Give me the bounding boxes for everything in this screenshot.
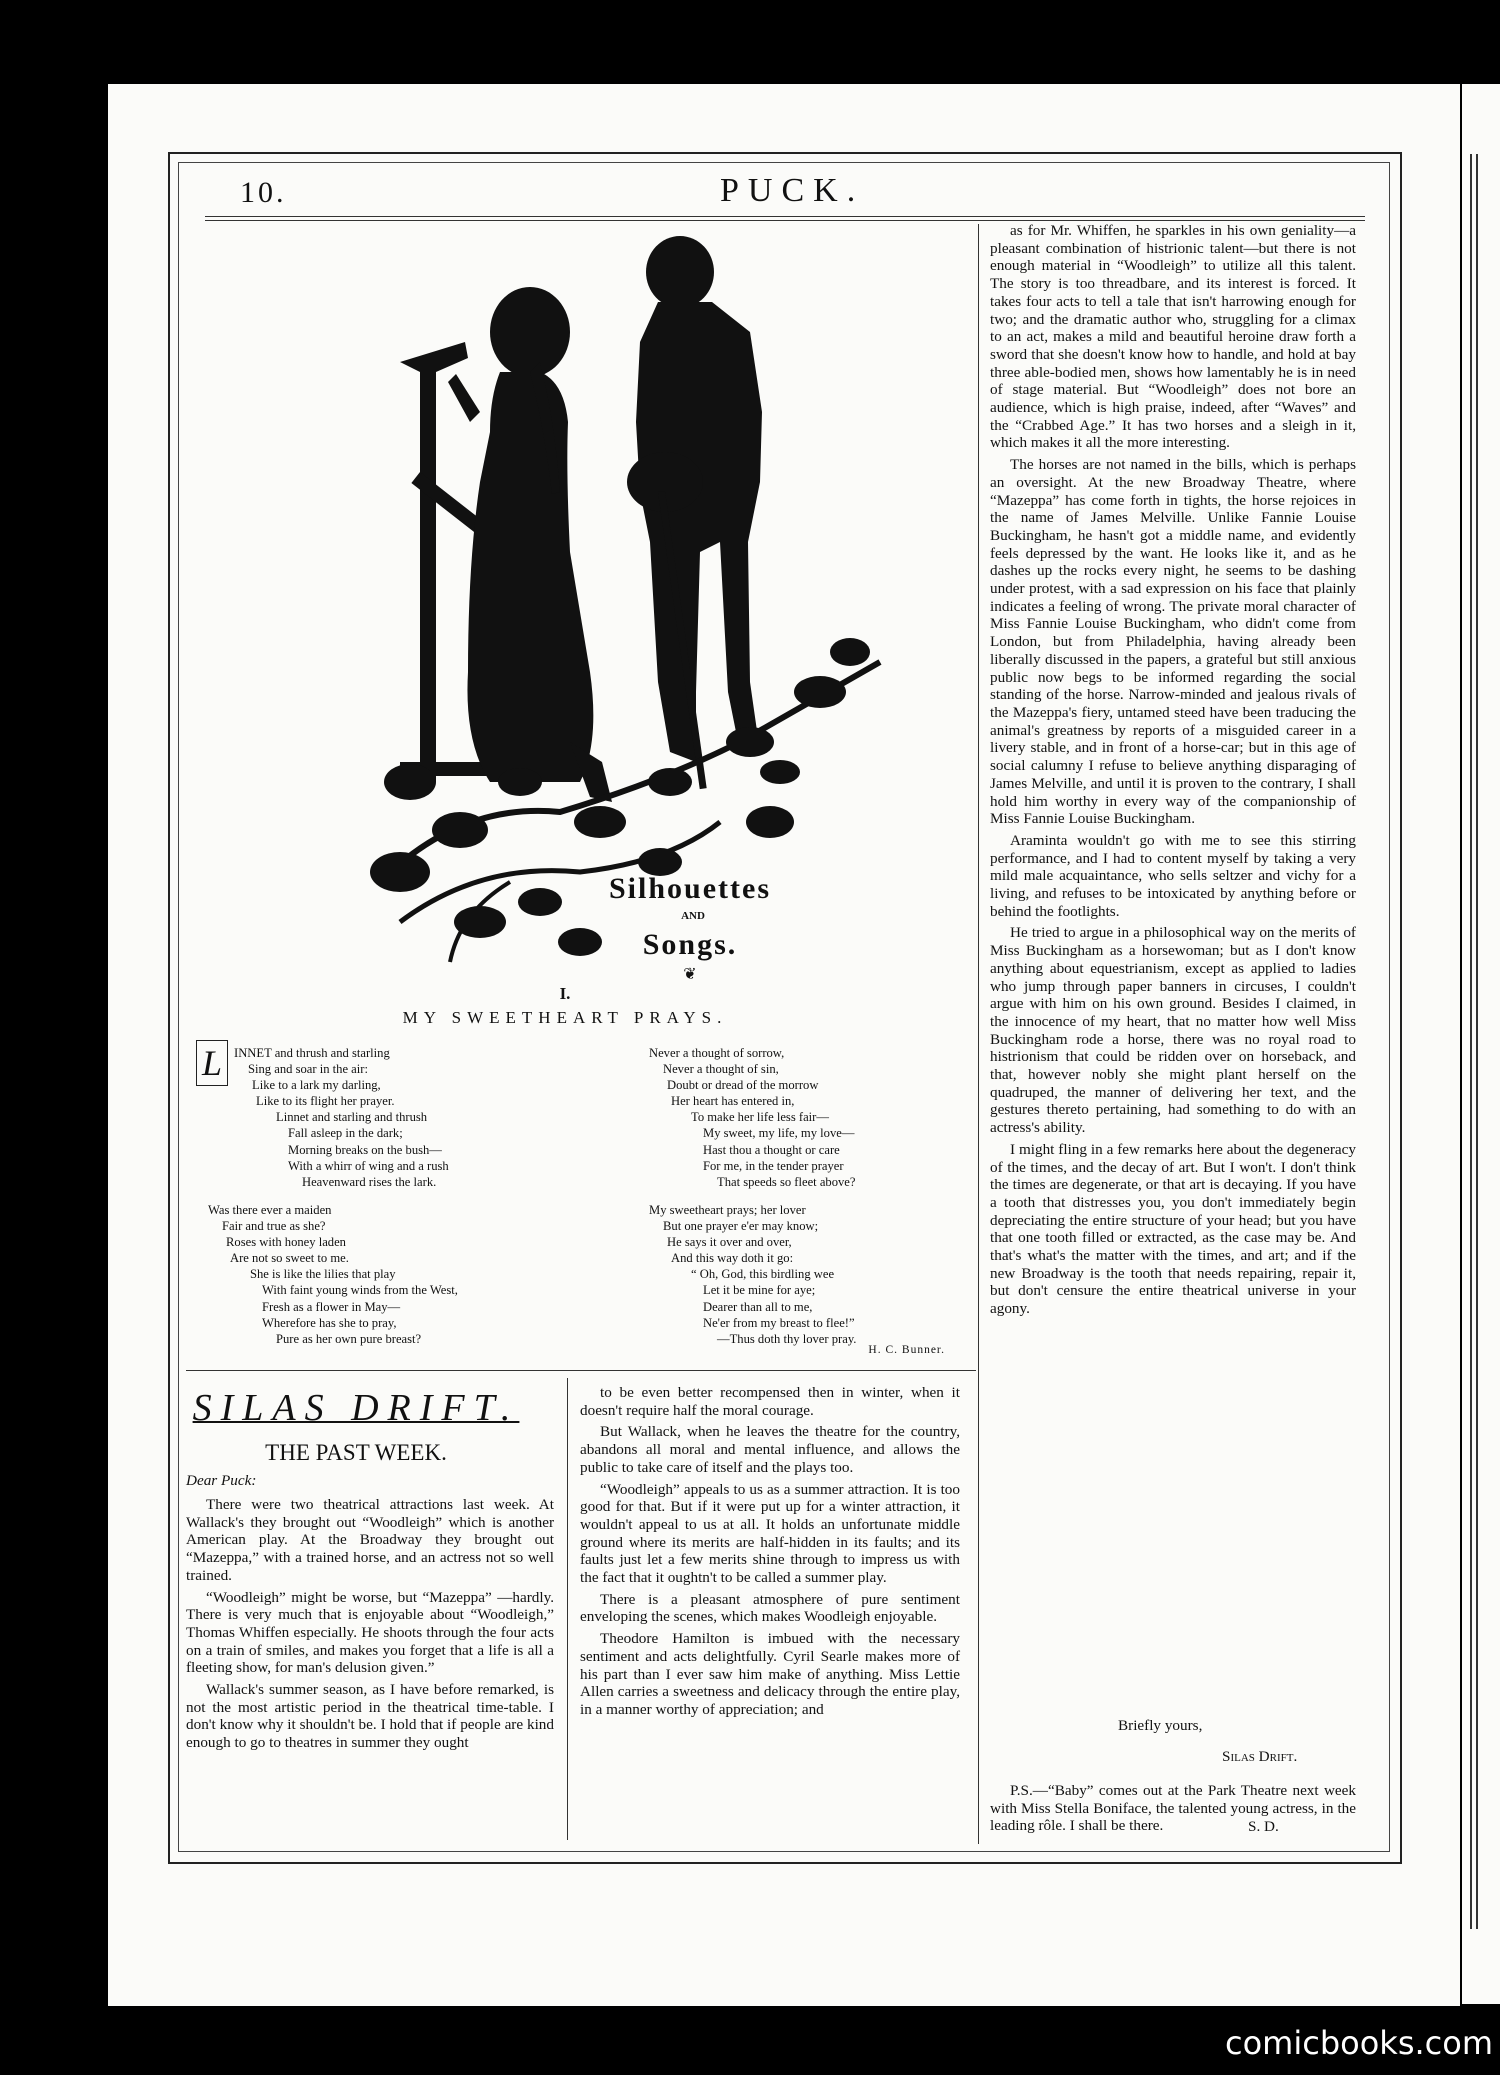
poem-line: But one prayer e'er may know;: [663, 1219, 819, 1234]
article-column-3: [990, 222, 1356, 1322]
poem-line: INNET and thrush and starling: [234, 1046, 390, 1060]
paragraph: Araminta wouldn't go with me to see this stirring performance, and I had to content myself by taking a very mild male acquaintance, who sells seltzer and vichy for a living, and refuses to be intoxicated by anything before or behind the footlights.: [990, 831, 1356, 920]
article-column-2: [580, 1384, 960, 1723]
illustration-title-and: AND: [681, 910, 705, 922]
masthead: PUCK.: [720, 172, 865, 209]
poem-line: Her heart has entered in,: [671, 1094, 795, 1109]
poem-author: H. C. Bunner.: [868, 1344, 945, 1356]
poem-line: And this way doth it go:: [671, 1251, 794, 1266]
poem-line: To make her life less fair—: [691, 1110, 829, 1125]
poem-line: Like to a lark my darling,: [252, 1078, 381, 1093]
paragraph: to be even better recompensed then in winter, when it doesn't require half the moral courage.: [580, 1384, 960, 1419]
poem-line: That speeds so fleet above?: [717, 1174, 856, 1189]
poem-number: I.: [559, 984, 571, 1003]
poem-stanza-4: [649, 1202, 856, 1347]
drop-cap: L: [196, 1040, 228, 1086]
poem-stanza-3: [649, 1045, 855, 1190]
paragraph: Wallack's summer season, as I have before remarked, is not the most artistic period in the theatrical time-table. I don't know why it shouldn't be. I hold that if people are kind enough to go to theatres in summer they ought: [186, 1681, 554, 1752]
poem-line: Fair and true as she?: [222, 1219, 326, 1234]
article-heading: THE PAST WEEK.: [265, 1440, 447, 1465]
poem-line: Never a thought of sin,: [663, 1062, 779, 1077]
adjacent-page-edge: [1462, 84, 1500, 2004]
poem-line: —Thus doth thy lover pray.: [717, 1331, 857, 1346]
poem-line: Are not so sweet to me.: [230, 1251, 349, 1266]
column-title: SILAS DRIFT.: [192, 1387, 520, 1429]
poem-line: My sweet, my life, my love—: [703, 1126, 855, 1141]
column-rule-left: [567, 1378, 568, 1840]
closing: Briefly yours,: [1118, 1717, 1203, 1734]
poem-line: Fresh as a flower in May—: [262, 1299, 401, 1314]
illustration-title: Silhouettes: [608, 872, 771, 905]
article-column-1: [186, 1496, 554, 1756]
poem-line: Morning breaks on the bush—: [288, 1142, 442, 1157]
poem-line: Hast thou a thought or care: [703, 1142, 840, 1157]
signature: Silas Drift.: [1222, 1748, 1298, 1765]
paragraph: I might fling in a few remarks here about the degeneracy of the times, and the decay of art. But I won't. I don't think the times are degenerate, or that art is decaying. If you have a tooth that distresses you, you don't immediately begin depreciating the entire structure of your head; but you have that one tooth filled or extracted, as the case may be. And that's what's the matter with the times, and art; and if the new Broadway is the tooth that needs repairing, repair it, but don't censure the entire theatrical universe in your agony.: [990, 1140, 1356, 1318]
silhouette-illustration: [340, 222, 980, 982]
poem-line: Wherefore has she to pray,: [262, 1315, 397, 1330]
poem-line: Was there ever a maiden: [208, 1203, 332, 1217]
poem-line: Doubt or dread of the morrow: [667, 1078, 819, 1093]
paragraph: There were two theatrical attractions last week. At Wallack's they brought out “Woodleigh” which is another American play. At the Broadway they brought out “Mazeppa,” with a trained horse, and an actress not so well trained.: [186, 1496, 554, 1584]
poem-line: “ Oh, God, this birdling wee: [691, 1267, 835, 1282]
poem-line: Heavenward rises the lark.: [302, 1174, 437, 1189]
poem-line: Roses with honey laden: [226, 1235, 346, 1250]
poem-line: She is like the lilies that play: [250, 1267, 396, 1282]
postscript-initials: S. D.: [1248, 1818, 1279, 1835]
poem-line: My sweetheart prays; her lover: [649, 1203, 806, 1217]
poem-line: With a whirr of wing and a rush: [288, 1158, 449, 1173]
paragraph: as for Mr. Whiffen, he sparkles in his own geniality—a pleasant combination of histrionic talent—but there is not enough material in “Woodleigh” to utilize all this talent. The story is too threadbare, and its interest is forced. It takes four acts to tell a tale that isn't harrowing enough for two; and the dramatic author who, struggling for a climax to an act, makes a mild and beautiful heroine draw forth a sword that she doesn't know how to handle, and hold at bay three able-bodied men, shows how lamentably he is in need of stage material. But “Woodleigh” does not bore an audience, which is high praise, indeed, after “Waves” and the “Crabbed Age.” It has two horses and a sleigh in it, which makes it all the more interesting.: [990, 222, 1356, 452]
poem-stanza-2: [208, 1202, 458, 1347]
postscript: P.S.—“Baby” comes out at the Park Theatre next week with Miss Stella Boniface, the talented young actress, in the leading rôle. I shall be there.: [990, 1782, 1356, 1835]
poem-bottom-rule: [186, 1370, 976, 1371]
poem-line: For me, in the tender prayer: [703, 1158, 844, 1173]
page-number: 10.: [240, 176, 287, 209]
poem-line: Fall asleep in the dark;: [288, 1126, 403, 1141]
poem-line: Dearer than all to me,: [703, 1299, 813, 1314]
paragraph: He tried to argue in a philosophical way on the merits of Miss Buckingham as a horsewoman; but as I don't know anything about equestrianism, except as applied to ladies who jump through paper banners in circuses, I couldn't argue with him on his own ground. Besides I claimed, in the innocence of my heart, that no matter how well Miss Buckingham rode a horse, there was no royal road to histrionism that could be ridden over on horseback, and that, however nobly she might plant herself on the quadruped, the manner of delivering her text, and the gestures thereto pertaining, had something to do with an actress's ability.: [990, 924, 1356, 1137]
poem-line: Pure as her own pure breast?: [276, 1331, 422, 1346]
paragraph: Theodore Hamilton is imbued with the necessary sentiment and acts delightfully. Cyril Searle makes more of his part than I ever saw him make of anything. Miss Lettie Allen carries a sweetness and delicacy through the entire play, in a manner worthy of appreciation; and: [580, 1630, 960, 1718]
header-rule: [205, 216, 1365, 221]
ornament-icon: ❦: [683, 966, 697, 983]
poem-line: Never a thought of sorrow,: [649, 1046, 785, 1060]
paragraph: There is a pleasant atmosphere of pure sentiment enveloping the scenes, which makes Woodleigh enjoyable.: [580, 1590, 960, 1626]
paragraph: But Wallack, when he leaves the theatre for the country, abandons all moral and mental influence, and allows the public to take care of itself and the plays too.: [580, 1423, 960, 1476]
salutation: Dear Puck:: [186, 1472, 257, 1489]
poem-line: With faint young winds from the West,: [262, 1283, 458, 1298]
poem-title: MY SWEETHEART PRAYS.: [402, 1008, 728, 1027]
paragraph: The horses are not named in the bills, which is perhaps an oversight. At the new Broadway Theatre, where “Mazeppa” has come forth in tights, the horse rejoices in the name of James Melville. Unlike Fannie Louise Buckingham, he hasn't got a middle name, and evidently feels depressed by the want. He looks like it, and as he dashes up the rocks every night, he seems to be dashing under protest, with a sad expression on his face that plainly indicates a feeling of wrong. The private moral character of Miss Fannie Louise Buckingham, who didn't come from London, but from Philadelphia, having already been liberally discussed in the papers, a grateful but still anxious public now begs to be informed regarding the social standing of the horse. Narrow-minded and jealous rivals of the Mazeppa's fiery, untamed steed have been traducing the animal's greatness by reports of a misguided career in a livery stable, and in front of a horse-car; but in this age of social calumny I refuse to believe anything disparaging of James Melville, and until it is proven to the contrary, I shall hold him worthy in every way of the companionship of Miss Fannie Louise Buckingham.: [990, 456, 1356, 828]
poem-line: Like to its flight her prayer.: [256, 1094, 395, 1109]
watermark: comicbooks.com: [1225, 2024, 1494, 2062]
poem-line: He says it over and over,: [667, 1235, 792, 1250]
poem-line: Linnet and starling and thrush: [276, 1110, 428, 1125]
poem-line: Let it be mine for aye;: [703, 1283, 816, 1298]
poem-line: Ne'er from my breast to flee!”: [703, 1315, 855, 1330]
paragraph: “Woodleigh” appeals to us as a summer attraction. It is too good for that. But if it were put up for a winter attraction, it wouldn't appeal to us at all. It holds an unfortunate middle ground where its merits are half-hidden in its faults; and its faults just let a few merits shine through to impress us with the fact that it oughtn't to be called a summer play.: [580, 1480, 960, 1587]
poem-line: Sing and soar in the air:: [248, 1062, 368, 1077]
poem-stanza-1: [234, 1045, 449, 1190]
illustration-subtitle: Songs.: [642, 928, 738, 961]
paragraph: “Woodleigh” might be worse, but “Mazeppa” —hardly. There is very much that is enjoyable about “Woodleigh,” Thomas Whiffen especially. He shoots through the four acts on a train of smiles, and makes you forget that a life is all a fleeting show, for man's delusion given.”: [186, 1588, 554, 1677]
